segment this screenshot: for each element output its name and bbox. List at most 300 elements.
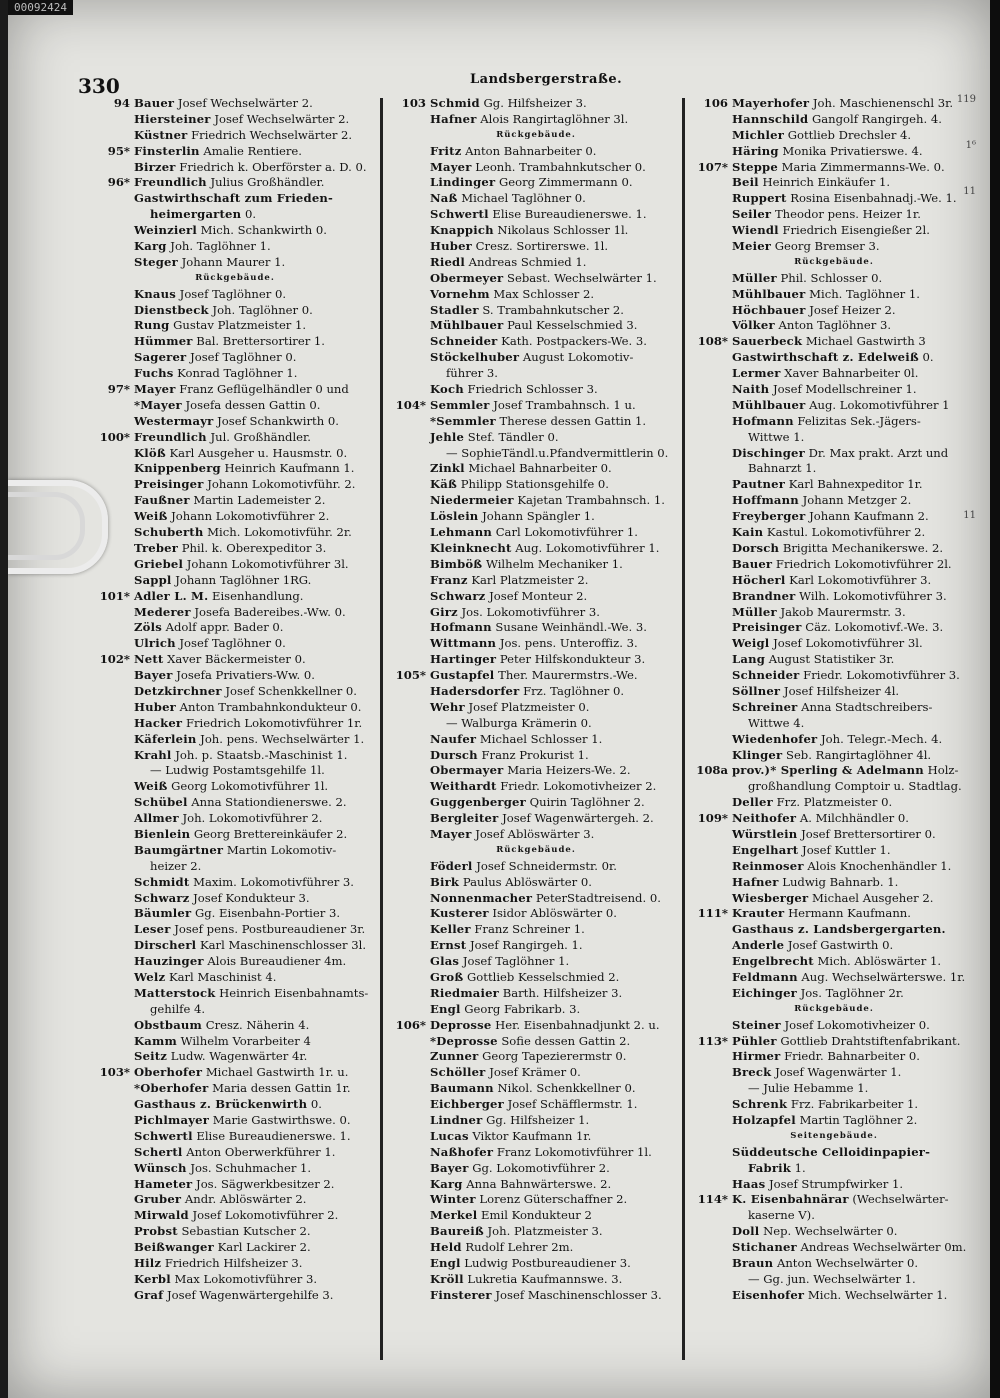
directory-entry bbox=[688, 160, 980, 176]
directory-entry bbox=[688, 1145, 980, 1161]
resident-detail: Johann Spängler 1. bbox=[482, 509, 595, 524]
resident-detail: Josef Schäfflermstr. 1. bbox=[507, 1097, 638, 1112]
resident-name: Zinkl bbox=[430, 461, 465, 476]
resident-detail: Josef Modellschreiner 1. bbox=[773, 382, 917, 397]
resident-detail: Georg Zimmermann 0. bbox=[499, 175, 633, 190]
resident-name: Süddeutsche Celloidinpapier- bbox=[732, 1144, 931, 1159]
resident-detail: — Julie Hebamme 1. bbox=[748, 1081, 869, 1096]
directory-entry bbox=[90, 398, 380, 414]
resident-name: Küstner bbox=[134, 127, 188, 142]
directory-entry bbox=[386, 732, 686, 748]
directory-entry bbox=[386, 446, 686, 462]
resident-name: Griebel bbox=[134, 556, 184, 571]
directory-entry bbox=[688, 175, 980, 191]
directory-entry bbox=[90, 414, 380, 430]
resident-detail: Karl Maschinenschlosser 3l. bbox=[199, 938, 367, 953]
resident-detail: Josef Taglöhner 0. bbox=[179, 636, 286, 651]
directory-entry bbox=[386, 144, 686, 160]
resident-name: Wünsch bbox=[134, 1160, 187, 1175]
directory-entry bbox=[688, 398, 980, 414]
house-number: 94 bbox=[113, 96, 130, 110]
resident-detail: Philipp Stationsgehilfe 0. bbox=[460, 477, 609, 492]
resident-detail: Friedr. Lokomotivführer 3. bbox=[803, 668, 960, 683]
resident-detail: August Statistiker 3r. bbox=[768, 652, 895, 667]
directory-entry bbox=[90, 1034, 380, 1050]
directory-entry bbox=[90, 795, 380, 811]
resident-detail: 0. bbox=[310, 1097, 322, 1112]
directory-entry bbox=[90, 859, 380, 875]
resident-name: Deprosse bbox=[430, 1017, 492, 1032]
directory-entry bbox=[90, 636, 380, 652]
resident-name: Gastwirthschaft z. Edelweiß bbox=[732, 350, 919, 365]
resident-name: Girz bbox=[430, 604, 458, 619]
resident-name: Beil bbox=[732, 175, 759, 190]
directory-entry bbox=[386, 605, 686, 621]
resident-detail: Nikol. Schenkkellner 0. bbox=[497, 1081, 636, 1096]
directory-entry bbox=[90, 620, 380, 636]
directory-page bbox=[8, 0, 990, 1398]
resident-name: Stichaner bbox=[732, 1240, 797, 1255]
resident-detail: Josef Maschinenschlosser 3. bbox=[495, 1287, 662, 1302]
resident-detail: Emil Kondukteur 2 bbox=[481, 1208, 592, 1223]
directory-entry bbox=[386, 1208, 686, 1224]
book-edge bbox=[990, 0, 1000, 1398]
house-number: 101* bbox=[99, 588, 130, 603]
directory-entry bbox=[90, 1129, 380, 1145]
directory-entry bbox=[688, 1161, 980, 1177]
resident-detail: Julius Großhändler. bbox=[210, 175, 325, 190]
margin-note: 11 bbox=[963, 186, 976, 197]
resident-detail: Josef Ablöswärter 3. bbox=[475, 826, 595, 841]
directory-entry bbox=[688, 239, 980, 255]
resident-detail: Josef Rangirgeh. 1. bbox=[469, 938, 583, 953]
directory-entry bbox=[688, 112, 980, 128]
resident-detail: Dr. Max prakt. Arzt und bbox=[808, 445, 949, 460]
resident-detail: Phil. Schlosser 0. bbox=[780, 270, 883, 285]
directory-entry bbox=[386, 303, 686, 319]
resident-name: Klöß bbox=[134, 445, 166, 460]
resident-detail: heizer 2. bbox=[150, 858, 202, 873]
resident-detail: Josef Wagenwärtergehilfe 3. bbox=[167, 1287, 334, 1302]
margin-note: 119 bbox=[956, 94, 976, 105]
resident-detail: Wittwe 1. bbox=[748, 429, 805, 444]
resident-name: Jehle bbox=[430, 429, 465, 444]
directory-entry bbox=[688, 1177, 980, 1193]
directory-entry bbox=[386, 207, 686, 223]
house-number: 114* bbox=[697, 1192, 728, 1207]
directory-entry bbox=[90, 430, 380, 446]
house-number: 103 bbox=[401, 96, 426, 110]
resident-name: Nett bbox=[134, 652, 164, 667]
resident-detail: Josef Wagenwärtergeh. 2. bbox=[502, 811, 654, 826]
house-number: 113* bbox=[697, 1033, 728, 1048]
resident-detail: Friedrich Lokomotivführer 1r. bbox=[185, 715, 363, 730]
directory-entry bbox=[688, 1256, 980, 1272]
resident-detail: Georg Brettereinkäufer 2. bbox=[193, 826, 348, 841]
directory-entry bbox=[386, 112, 686, 128]
resident-detail: Josef Lokomotivführer 3l. bbox=[773, 636, 923, 651]
directory-entry bbox=[386, 1288, 686, 1304]
resident-name: Merkel bbox=[430, 1208, 478, 1223]
directory-entry bbox=[386, 954, 686, 970]
resident-detail: Anton Trambahnkondukteur 0. bbox=[179, 699, 362, 714]
directory-entry bbox=[688, 1018, 980, 1034]
directory-entry bbox=[688, 207, 980, 223]
resident-detail: Martin Lokomotiv- bbox=[226, 842, 337, 857]
directory-entry bbox=[386, 1192, 686, 1208]
resident-name: Naßhofer bbox=[430, 1144, 494, 1159]
resident-detail: Brigitta Mechanikerswe. 2. bbox=[782, 540, 944, 555]
resident-name: Treber bbox=[134, 540, 179, 555]
resident-name: Neithofer bbox=[732, 811, 797, 826]
resident-detail: Georg Fabrikarb. 3. bbox=[464, 1001, 581, 1016]
directory-entry bbox=[688, 1097, 980, 1113]
resident-name: Wiendl bbox=[732, 223, 779, 238]
resident-detail: — Gg. jun. Wechselwärter 1. bbox=[748, 1271, 916, 1286]
directory-entry bbox=[386, 620, 686, 636]
resident-name: prov.)* Sperling & Adelmann bbox=[732, 763, 924, 778]
directory-entry bbox=[90, 684, 380, 700]
directory-entry bbox=[688, 446, 980, 462]
resident-detail: Josef Lokomotivheizer 0. bbox=[784, 1017, 930, 1032]
directory-entry bbox=[90, 732, 380, 748]
resident-detail: Mich. Schankwirth 0. bbox=[200, 223, 327, 238]
resident-name: Birk bbox=[430, 874, 460, 889]
resident-name: Dischinger bbox=[732, 445, 805, 460]
resident-detail: Gg. Hilfsheizer 1. bbox=[486, 1113, 590, 1127]
resident-detail: Michael Gastwirth 1r. u. bbox=[205, 1065, 349, 1080]
directory-entry bbox=[386, 1002, 686, 1018]
resident-name: Knappich bbox=[430, 223, 494, 238]
resident-name: Baureiß bbox=[430, 1224, 484, 1239]
resident-detail: Wilh. Lokomotivführer 3. bbox=[799, 588, 947, 603]
resident-name: Schübel bbox=[134, 795, 188, 810]
resident-name: Preisinger bbox=[134, 477, 204, 492]
directory-entry bbox=[90, 207, 380, 223]
section-heading: Rückgebäude. bbox=[195, 272, 275, 283]
resident-detail: Jul. Großhändler. bbox=[210, 429, 311, 444]
resident-name: Freundlich bbox=[134, 429, 207, 444]
resident-name: Westermayr bbox=[134, 413, 214, 428]
house-number: 108* bbox=[697, 334, 728, 349]
directory-entry bbox=[90, 652, 380, 668]
resident-name: Lucas bbox=[430, 1128, 469, 1143]
directory-entry bbox=[90, 255, 380, 271]
directory-entry bbox=[386, 191, 686, 207]
resident-name: Kain bbox=[732, 525, 764, 540]
resident-detail: Josef Hilfsheizer 4l. bbox=[783, 683, 900, 698]
directory-entry bbox=[688, 922, 980, 938]
resident-detail: Lukretia Kaufmannswe. 3. bbox=[467, 1271, 623, 1286]
resident-detail: Michael Schlosser 1. bbox=[479, 731, 603, 746]
directory-entry bbox=[386, 223, 686, 239]
directory-entry bbox=[688, 1065, 980, 1081]
resident-name: Birzer bbox=[134, 159, 176, 174]
directory-entry bbox=[386, 271, 686, 287]
resident-detail: Isidor Ablöswärter 0. bbox=[492, 906, 617, 921]
directory-entry bbox=[386, 398, 686, 414]
directory-entry bbox=[386, 589, 686, 605]
resident-detail: Josefa Privatiers-Ww. 0. bbox=[176, 668, 315, 683]
resident-name: Brandner bbox=[732, 588, 796, 603]
resident-detail: Josef Schneidermstr. 0r. bbox=[476, 858, 617, 873]
directory-entry bbox=[688, 859, 980, 875]
resident-detail: kaserne V). bbox=[748, 1208, 815, 1223]
directory-entry bbox=[90, 668, 380, 684]
resident-detail: Frz. Fabrikarbeiter 1. bbox=[790, 1097, 919, 1112]
resident-detail: Elise Bureaudienerswe. 1. bbox=[196, 1128, 351, 1143]
resident-detail: Karl Lackirer 2. bbox=[217, 1240, 311, 1255]
directory-entry bbox=[90, 1192, 380, 1208]
directory-entry bbox=[688, 96, 980, 112]
resident-detail: Gg. Hilfsheizer 3. bbox=[483, 96, 587, 110]
resident-name: *Semmler bbox=[430, 413, 496, 428]
directory-entry bbox=[688, 1208, 980, 1224]
directory-entry bbox=[688, 1272, 980, 1288]
resident-name: Gastwirthschaft zum Frieden- bbox=[134, 191, 334, 206]
directory-entry bbox=[386, 795, 686, 811]
directory-entry bbox=[386, 493, 686, 509]
resident-name: Schwarz bbox=[134, 890, 190, 905]
resident-name: Reinmoser bbox=[732, 858, 804, 873]
resident-detail: Josef Schankwirth 0. bbox=[217, 413, 339, 428]
directory-entry bbox=[386, 287, 686, 303]
resident-detail: Wilhelm Mechaniker 1. bbox=[486, 556, 623, 571]
resident-detail: Cäz. Lokomotivf.-We. 3. bbox=[805, 620, 944, 635]
directory-entry bbox=[688, 1240, 980, 1256]
resident-name: Hadersdorfer bbox=[430, 683, 520, 698]
directory-entry bbox=[90, 1097, 380, 1113]
directory-entry bbox=[688, 605, 980, 621]
directory-entry bbox=[688, 716, 980, 732]
resident-detail: A. Milchhändler 0. bbox=[799, 811, 909, 826]
resident-detail: Georg Lokomotivführer 1l. bbox=[171, 779, 329, 794]
resident-detail: Josef Gastwirth 0. bbox=[787, 938, 894, 953]
resident-name: Höchbauer bbox=[732, 302, 806, 317]
directory-entry bbox=[688, 684, 980, 700]
directory-entry bbox=[90, 509, 380, 525]
resident-detail: Georg Tapezierermstr 0. bbox=[482, 1049, 627, 1064]
directory-entry bbox=[688, 700, 980, 716]
resident-name: Knippenberg bbox=[134, 461, 221, 476]
resident-detail: Michael Gastwirth 3 bbox=[805, 334, 926, 349]
resident-name: Huber bbox=[430, 239, 472, 254]
directory-entry bbox=[386, 1049, 686, 1065]
resident-detail: Andreas Schmied 1. bbox=[468, 254, 587, 269]
directory-entry bbox=[386, 970, 686, 986]
resident-name: Breck bbox=[732, 1065, 772, 1080]
resident-detail: Ludwig Postbureaudiener 3. bbox=[464, 1256, 631, 1271]
section-heading: Rückgebäude. bbox=[794, 256, 874, 267]
directory-entry bbox=[90, 891, 380, 907]
resident-detail: Mich. Lokomotivführ. 2r. bbox=[207, 525, 352, 540]
section-heading: Seitengebäude. bbox=[790, 1130, 878, 1141]
resident-detail: Jos. Taglöhner 2r. bbox=[800, 985, 904, 1000]
resident-detail: Josef Brettersortirer 0. bbox=[801, 826, 936, 841]
house-number: 104* bbox=[395, 397, 426, 412]
directory-entry bbox=[90, 589, 380, 605]
resident-detail: Bal. Brettersortirer 1. bbox=[196, 334, 325, 349]
resident-name: Matterstock bbox=[134, 985, 216, 1000]
running-head: Landsbergerstraße. bbox=[470, 72, 623, 87]
resident-detail: Leonh. Trambahnkutscher 0. bbox=[475, 159, 646, 174]
resident-name: Lang bbox=[732, 652, 765, 667]
resident-name: Kamm bbox=[134, 1033, 177, 1048]
directory-entry bbox=[386, 700, 686, 716]
resident-detail: Bahnarzt 1. bbox=[748, 461, 817, 476]
directory-entry bbox=[90, 1240, 380, 1256]
directory-entry bbox=[90, 811, 380, 827]
resident-detail: Stef. Tändler 0. bbox=[467, 429, 559, 444]
directory-entry bbox=[688, 636, 980, 652]
resident-detail: Josef Krämer 0. bbox=[489, 1065, 581, 1080]
resident-name: Stadler bbox=[430, 302, 479, 317]
resident-name: Vornehm bbox=[430, 286, 490, 301]
resident-detail: — SophieTändl.u.Pfandvermittlerin 0. bbox=[446, 445, 669, 460]
directory-entry bbox=[688, 938, 980, 954]
resident-name: Riedl bbox=[430, 254, 465, 269]
resident-detail: Friedrich Eisengießer 2l. bbox=[782, 223, 930, 238]
directory-entry bbox=[386, 684, 686, 700]
directory-entry bbox=[90, 573, 380, 589]
resident-name: Koch bbox=[430, 382, 464, 397]
resident-name: Weiß bbox=[134, 509, 168, 524]
resident-name: Allmer bbox=[134, 811, 179, 826]
resident-detail: Amalie Rentiere. bbox=[203, 143, 302, 158]
directory-entry bbox=[386, 811, 686, 827]
directory-entry bbox=[90, 1049, 380, 1065]
resident-name: Mühlbauer bbox=[732, 286, 806, 301]
resident-name: Schmid bbox=[430, 96, 480, 110]
resident-name: Müller bbox=[732, 604, 777, 619]
house-number: 100* bbox=[99, 429, 130, 444]
resident-detail: Maria Heizers-We. 2. bbox=[507, 763, 631, 778]
directory-entry bbox=[90, 239, 380, 255]
resident-detail: Friedrich k. Oberförster a. D. 0. bbox=[179, 159, 367, 174]
resident-name: Hafner bbox=[732, 874, 779, 889]
resident-name: Schmidt bbox=[134, 874, 190, 889]
directory-entry bbox=[386, 382, 686, 398]
resident-detail: Karl Platzmeister 2. bbox=[471, 572, 589, 587]
resident-name: Käferlein bbox=[134, 731, 197, 746]
resident-detail: Viktor Kaufmann 1r. bbox=[472, 1128, 592, 1143]
resident-name: Hafner bbox=[430, 111, 477, 126]
resident-detail: Joh. Taglöhner 0. bbox=[212, 302, 313, 317]
resident-name: Wiesberger bbox=[732, 890, 809, 905]
directory-entry bbox=[386, 986, 686, 1002]
directory-entry bbox=[688, 827, 980, 843]
directory-entry bbox=[90, 334, 380, 350]
resident-name: Mayer bbox=[134, 382, 176, 397]
margin-note: 11 bbox=[963, 510, 976, 521]
resident-name: Schwarz bbox=[430, 588, 486, 603]
resident-detail: Therese dessen Gattin 1. bbox=[499, 413, 647, 428]
resident-detail: Max Schlosser 2. bbox=[493, 286, 595, 301]
resident-name: Mirwald bbox=[134, 1208, 189, 1223]
resident-name: K. Eisenbahnärar bbox=[732, 1192, 849, 1207]
resident-name: Adler L. M. bbox=[134, 588, 209, 603]
house-number: 106 bbox=[703, 96, 728, 110]
resident-name: Bayer bbox=[134, 668, 173, 683]
directory-entry bbox=[386, 541, 686, 557]
resident-name: Steppe bbox=[732, 159, 778, 174]
resident-detail: Alois Bureaudiener 4m. bbox=[207, 954, 347, 969]
resident-name: Krauter bbox=[732, 906, 785, 921]
resident-detail: Jos. pens. Unteroffiz. 3. bbox=[499, 636, 638, 651]
resident-name: Hofmann bbox=[732, 413, 794, 428]
resident-name: Mühlbauer bbox=[732, 397, 806, 412]
resident-detail: Kastul. Lokomotivführer 2. bbox=[766, 525, 926, 540]
directory-entry bbox=[386, 859, 686, 875]
directory-entry bbox=[386, 1113, 686, 1129]
directory-entry bbox=[386, 1224, 686, 1240]
directory-entry bbox=[688, 906, 980, 922]
resident-detail: Susane Weinhändl.-We. 3. bbox=[495, 620, 647, 635]
directory-entry bbox=[688, 652, 980, 668]
resident-detail: Joh. p. Staatsb.-Maschinist 1. bbox=[175, 747, 348, 762]
directory-entry bbox=[688, 1192, 980, 1208]
column-2 bbox=[386, 96, 686, 1304]
directory-entry bbox=[90, 748, 380, 764]
resident-name: Mayer bbox=[430, 159, 472, 174]
resident-name: Weinzierl bbox=[134, 223, 197, 238]
resident-name: Hauzinger bbox=[134, 954, 204, 969]
directory-entry bbox=[90, 287, 380, 303]
resident-name: Engl bbox=[430, 1256, 461, 1271]
directory-entry bbox=[90, 223, 380, 239]
directory-entry bbox=[688, 541, 980, 557]
resident-name: Dorsch bbox=[732, 540, 780, 555]
resident-name: Bauer bbox=[134, 96, 175, 110]
resident-detail: Ludwig Bahnarb. 1. bbox=[782, 874, 899, 889]
resident-detail: Paul Kesselschmied 3. bbox=[507, 318, 638, 333]
resident-detail: 0. bbox=[922, 350, 934, 365]
resident-detail: Aug. Lokomotivführer 1. bbox=[515, 540, 660, 555]
resident-detail: Xaver Bahnarbeiter 0l. bbox=[784, 366, 919, 381]
directory-entry bbox=[90, 541, 380, 557]
resident-name: Detzkirchner bbox=[134, 683, 222, 698]
resident-name: Mayer bbox=[430, 826, 472, 841]
resident-detail: Mich. Taglöhner 1. bbox=[809, 286, 920, 301]
resident-detail: Joh. Lokomotivführer 2. bbox=[182, 811, 323, 826]
section-heading: Rückgebäude. bbox=[496, 129, 576, 140]
resident-detail: Elise Bureaudienerswe. 1. bbox=[492, 207, 647, 222]
resident-detail: Carl Lokomotivführer 1. bbox=[495, 525, 638, 540]
directory-entry bbox=[386, 636, 686, 652]
directory-entry bbox=[90, 1272, 380, 1288]
resident-name: Schwertl bbox=[134, 1128, 193, 1143]
resident-detail: Gustav Platzmeister 1. bbox=[173, 318, 307, 333]
resident-detail: Theodor pens. Heizer 1r. bbox=[774, 207, 921, 222]
directory-entry bbox=[386, 239, 686, 255]
house-number: 95* bbox=[107, 143, 130, 158]
directory-entry bbox=[688, 223, 980, 239]
directory-entry bbox=[90, 557, 380, 573]
directory-entry bbox=[386, 461, 686, 477]
resident-name: Höcherl bbox=[732, 572, 786, 587]
directory-entry bbox=[386, 891, 686, 907]
resident-name: Hoffmann bbox=[732, 493, 799, 508]
resident-detail: Anna Bahnwärterswe. 2. bbox=[466, 1176, 612, 1191]
resident-detail: Kajetan Trambahnsch. 1. bbox=[517, 493, 665, 508]
resident-detail: Heinrich Kaufmann 1. bbox=[224, 461, 355, 476]
resident-name: Niedermeier bbox=[430, 493, 514, 508]
directory-entry bbox=[688, 477, 980, 493]
resident-name: Glas bbox=[430, 954, 460, 969]
directory-entry bbox=[386, 1177, 686, 1193]
directory-entry bbox=[90, 716, 380, 732]
directory-entry bbox=[90, 700, 380, 716]
